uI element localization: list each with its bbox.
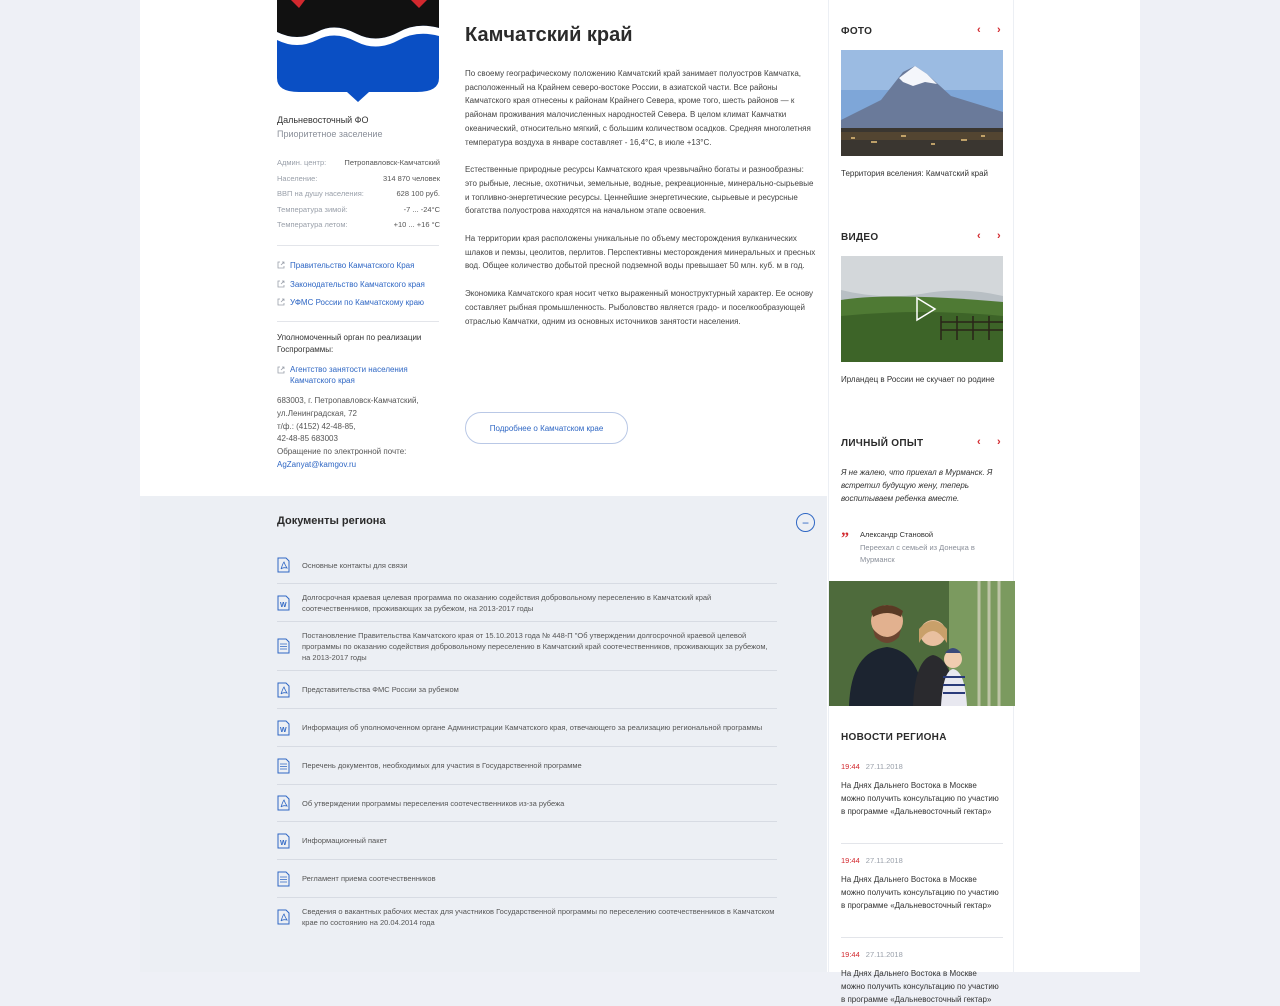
link-government[interactable] xyxy=(277,260,440,279)
fact-value: +10 ... +16 °C xyxy=(393,220,440,229)
region-emblem-icon xyxy=(277,0,439,104)
fact-value: Петропавловск-Камчатский xyxy=(344,158,440,167)
document-item[interactable] xyxy=(277,709,777,747)
document-icon xyxy=(277,758,290,774)
testimonial-author-desc: Переехал с семьей из Донецка в Мурманск xyxy=(860,543,975,564)
news-meta xyxy=(841,950,1001,959)
fact-label: Температура летом: xyxy=(277,220,348,229)
divider xyxy=(277,245,439,246)
link-agency[interactable] xyxy=(277,364,440,386)
photo-caption[interactable]: Территория вселения: Камчатский край xyxy=(841,169,989,178)
documents-title: Документы региона xyxy=(277,515,386,527)
photo-thumbnail[interactable] xyxy=(841,50,1003,156)
fact-row xyxy=(277,204,440,220)
svg-text:W: W xyxy=(280,726,287,734)
family-photo xyxy=(829,581,1015,706)
external-link-icon xyxy=(277,261,285,269)
right-sidebar xyxy=(828,0,1014,1004)
testimonial-quote: Я не жалею, что приехал в Мурманск. Я встретил будущую жену, теперь воспитываем ребенка вместе. xyxy=(841,468,993,503)
fact-row xyxy=(277,173,440,189)
chevron-right-icon[interactable]: › xyxy=(997,436,1001,448)
news-time: 19:44 xyxy=(841,762,860,771)
news-meta xyxy=(841,762,1001,771)
document-title: Об утверждении программы переселения соотечественников из-за рубежа xyxy=(302,798,565,808)
chevron-right-icon[interactable]: › xyxy=(997,24,1001,36)
video-caption[interactable]: Ирландец в России не скучает по родине xyxy=(841,375,995,384)
photo-section-title: ФОТО xyxy=(841,26,873,37)
video-section-title: ВИДЕО xyxy=(841,232,879,243)
more-about-region-button[interactable]: Подробнее о Камчатском крае xyxy=(465,412,628,444)
news-title: На Днях Дальнего Востока в Москве можно получить консультацию по участию в программе «Дальневосточный гектар» xyxy=(841,781,999,816)
external-link-icon xyxy=(277,298,285,306)
svg-text:W: W xyxy=(280,601,287,609)
quote-icon: ” xyxy=(841,530,849,547)
document-item[interactable] xyxy=(277,622,777,671)
document-title: Информация об уполномоченном органе Администрации Камчатского края, отвечающего за реализацию региональной программы xyxy=(302,723,763,732)
pdf-icon xyxy=(277,795,290,811)
news-date: 27.11.2018 xyxy=(865,950,903,959)
document-title: Регламент приема соотечественников xyxy=(302,874,436,883)
news-meta xyxy=(841,856,1001,865)
experience-section-title: ЛИЧНЫЙ ОПЫТ xyxy=(841,438,924,449)
document-item[interactable] xyxy=(277,822,777,860)
phone-line: т/ф.: (4152) 42-48-85, xyxy=(277,421,356,431)
news-item[interactable] xyxy=(841,950,1001,1006)
chevron-left-icon[interactable]: ‹ xyxy=(977,230,981,242)
video-thumbnail[interactable] xyxy=(841,256,1003,362)
chevron-right-icon[interactable]: › xyxy=(997,230,1001,242)
svg-text:W: W xyxy=(280,839,287,847)
documents-list xyxy=(277,547,777,936)
document-item[interactable] xyxy=(277,785,777,822)
divider xyxy=(841,843,1003,844)
paragraph: Естественные природные ресурсы Камчатского края чрезвычайно богаты и разнообразны: это рыбные, лесные, охотничьи, земельные, водные, рекреационные, минерально-сырьевые и топливно-энергетические ресурсы. Ценнейшие энергетические, сырьевые и ресурсные богатства полуострова находятся на начальном этапе освоения. xyxy=(465,165,814,216)
document-title: Основные контакты для связи xyxy=(302,560,408,570)
news-time: 19:44 xyxy=(841,950,860,959)
news-date: 27.11.2018 xyxy=(865,762,903,771)
fact-label: Температура зимой: xyxy=(277,204,348,214)
news-item[interactable] xyxy=(841,856,1001,912)
news-title: На Днях Дальнего Востока в Москве можно получить консультацию по участию в программе «Дальневосточный гектар» xyxy=(841,969,999,1004)
news-date: 27.11.2018 xyxy=(865,856,903,865)
fact-value: -7 ... -24°C xyxy=(403,204,440,214)
paragraph: На территории края расположены уникальные по объему месторождения вулканических шлаков и пемзы, цеолитов, перлитов. Перспективны месторождения минеральных и пресных вод. Общее количество добытой пресной подземной воды превышает 50 млн. куб. м в год. xyxy=(465,234,816,271)
word-icon xyxy=(277,833,290,849)
fact-value: 314 870 человек xyxy=(382,173,440,183)
chevron-left-icon[interactable]: ‹ xyxy=(977,436,981,448)
word-icon xyxy=(277,720,290,736)
fact-row xyxy=(277,219,440,235)
fact-label: Население: xyxy=(277,173,318,183)
fact-row xyxy=(277,157,440,173)
document-item[interactable] xyxy=(277,898,777,936)
fact-value: 628 100 руб. xyxy=(396,189,440,198)
document-title: Долгосрочная краевая целевая программа по оказанию содействия добровольному переселению в Камчатский край соотечественников, проживающих за рубежом, на 2013-2017 годы xyxy=(302,592,712,613)
divider xyxy=(277,321,439,322)
page-container xyxy=(140,0,1140,1004)
document-title: Информационный пакет xyxy=(302,836,387,845)
news-item[interactable] xyxy=(841,762,1001,818)
document-item[interactable] xyxy=(277,547,777,584)
fact-label: Админ. центр: xyxy=(277,158,327,167)
news-section-title: НОВОСТИ РЕГИОНА xyxy=(841,732,947,743)
paragraph: По своему географическому положению Камчатский край занимает полуостров Камчатка, расположенный на Крайнем северо-востоке России, в азиатской части. Все районы Камчатского края отнесены к районам Крайнего Севера, кроме того, шесть районов — к районам проживания малочисленных народностей Севера. В целом климат Камчатки океанический, относительно мягкий, с большим количеством осадков. Средняя многолетняя температура воздуха в январе составляет - 16,4°C, в июле +13°C. xyxy=(465,69,811,147)
external-link-icon xyxy=(277,280,285,288)
pdf-icon xyxy=(277,909,290,925)
region-facts xyxy=(277,157,440,235)
email-label: Обращение по электронной почте: xyxy=(277,447,407,457)
document-title: Представительства ФМС России за рубежом xyxy=(302,685,459,694)
minus-circle-icon[interactable]: − xyxy=(796,513,815,532)
address-line: 683003, г. Петропавловск-Камчатский, xyxy=(277,396,419,405)
link-legislation[interactable] xyxy=(277,279,440,298)
word-icon xyxy=(277,595,290,611)
testimonial-author: Александр Становой xyxy=(860,530,934,539)
pdf-icon xyxy=(277,682,290,698)
contact-address xyxy=(277,395,447,472)
document-item[interactable] xyxy=(277,584,777,622)
region-links xyxy=(277,260,440,316)
region-description xyxy=(465,67,817,342)
document-item[interactable] xyxy=(277,747,777,785)
fact-row xyxy=(277,188,440,204)
divider xyxy=(841,937,1003,938)
document-item[interactable] xyxy=(277,671,777,709)
fact-label: ВВП на душу населения: xyxy=(277,189,364,198)
document-icon xyxy=(277,638,290,654)
document-title: Перечень документов, необходимых для участия в Государственной программе xyxy=(302,761,582,770)
priority-status: Приоритетное заселение xyxy=(277,129,383,139)
document-item[interactable] xyxy=(277,860,777,898)
document-title: Сведения о вакантных рабочих местах для участников Государственной программы по переселению соотечественников в Камчатском крае по состоянию на 20.04.2014 года xyxy=(302,907,775,927)
chevron-left-icon[interactable]: ‹ xyxy=(977,24,981,36)
link-label: Законодательство Камчатского края xyxy=(290,279,425,289)
federal-district: Дальневосточный ФО xyxy=(277,115,369,125)
external-link-icon xyxy=(277,366,285,374)
link-label: Правительство Камчатского Края xyxy=(290,261,415,270)
authority-label: Уполномоченный орган по реализации Госпрограммы: xyxy=(277,333,422,354)
link-ufms[interactable] xyxy=(277,297,440,316)
paragraph: Экономика Камчатского края носит четко выраженный моноструктурный характер. Ее основу составляет рыбная промышленность. Рыболовство является градо- и поселкообразующей отраслью Камчатки, одним из основных источников занятости населения. xyxy=(465,289,814,326)
news-time: 19:44 xyxy=(841,856,860,865)
document-title: Постановление Правительства Камчатского края от 15.10.2013 года № 448-П "Об утверждении долгосрочной краевой целевой программы по оказанию содействия добровольному переселению в Камчатский край соотечественников, проживающих за рубежом, на 2013-2017 годы xyxy=(302,630,768,662)
email-link[interactable]: AgZanyat@kamgov.ru xyxy=(277,459,357,469)
document-icon xyxy=(277,871,290,887)
news-title: На Днях Дальнего Востока в Москве можно получить консультацию по участию в программе «Дальневосточный гектар» xyxy=(841,875,999,910)
page-title: Камчатский край xyxy=(465,24,633,46)
documents-section xyxy=(140,496,827,972)
agency-label: Агентство занятости населения Камчатского края xyxy=(290,365,408,385)
pdf-icon xyxy=(277,557,290,573)
address-line: ул.Ленинградская, 72 xyxy=(277,408,358,418)
link-label: УФМС России по Камчатскому краю xyxy=(290,298,425,307)
phone-line: 42-48-85 683003 xyxy=(277,434,338,444)
